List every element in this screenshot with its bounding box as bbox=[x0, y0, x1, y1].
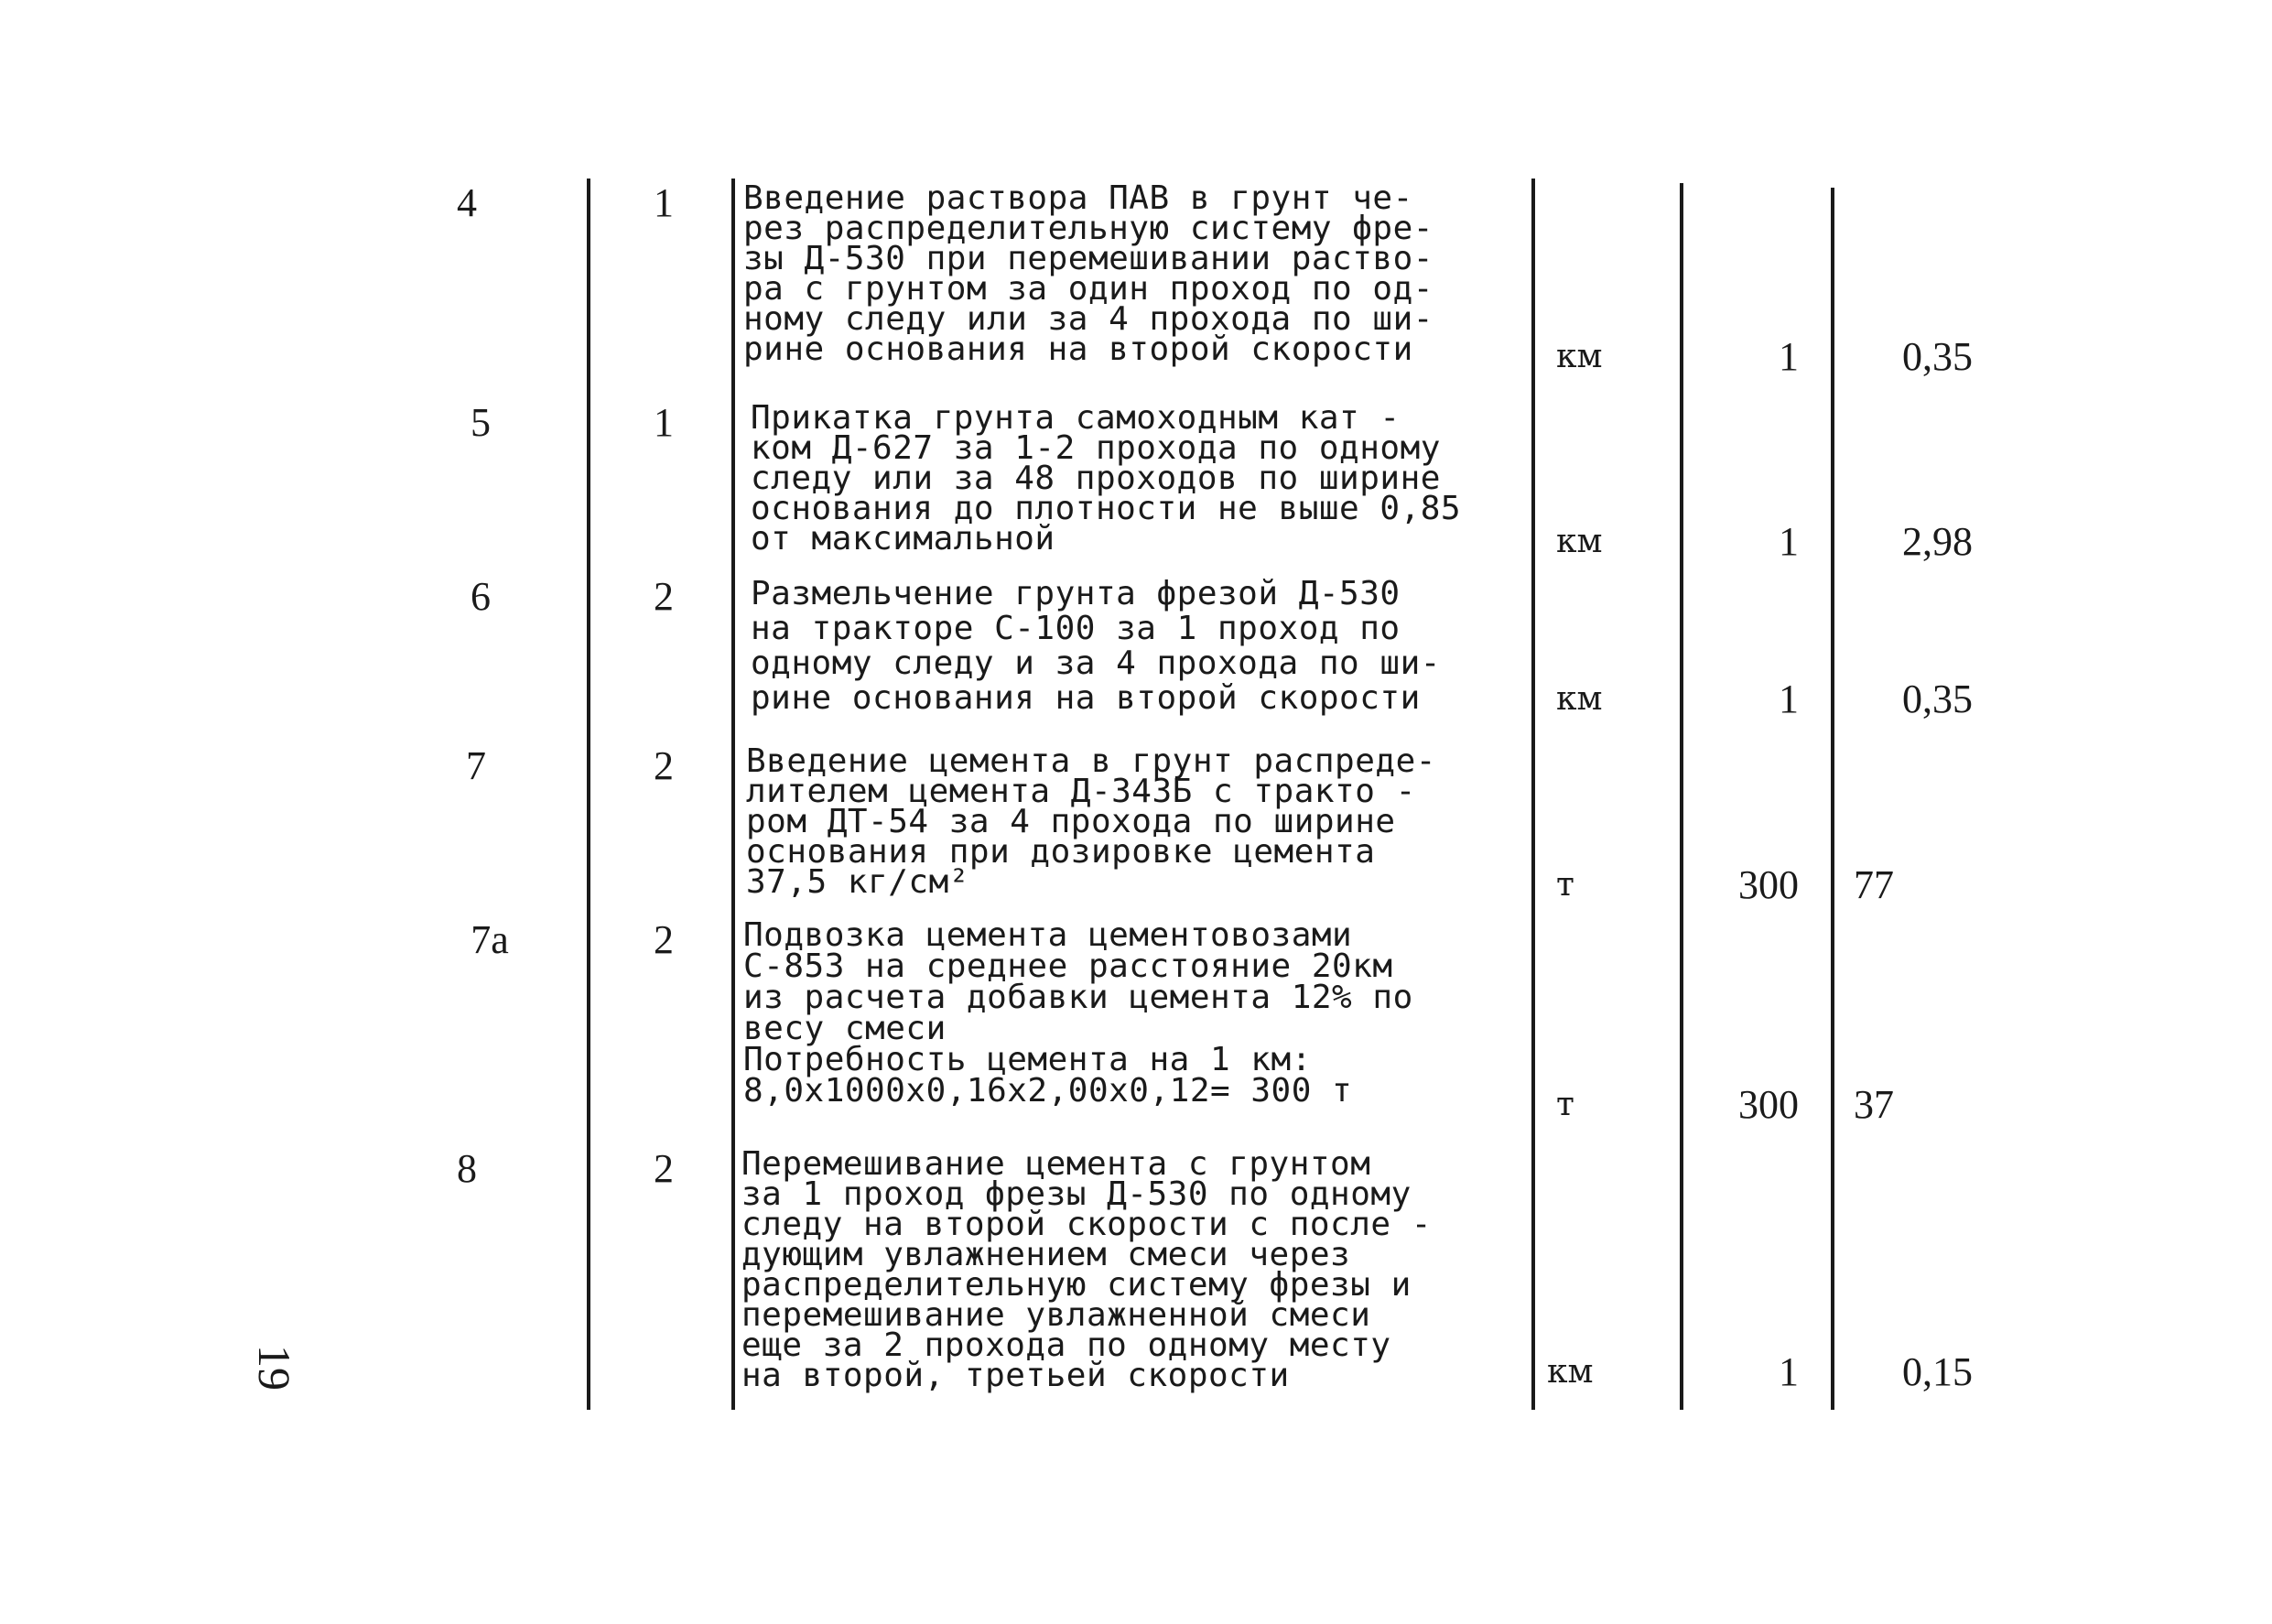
column-divider-5 bbox=[1831, 188, 1834, 1410]
row-unit: км bbox=[1547, 1353, 1594, 1391]
row-description: Подвозка цемента цементовозами С-853 на среднее расстояние 20км из расчета добавки цемента 12% по весу смеси Потребность цемента на 1 км: 8,0х1000х0,16х2,00х0,12= 300 т bbox=[743, 916, 1413, 1110]
row-quantity: 1 bbox=[1779, 1349, 1799, 1394]
row-group: 1 bbox=[654, 400, 674, 445]
column-divider-1 bbox=[587, 179, 590, 1410]
row-value: 2,98 bbox=[1902, 519, 1973, 564]
row-unit: т bbox=[1556, 866, 1574, 904]
row-value: 77 bbox=[1854, 862, 1894, 907]
row-value: 0,35 bbox=[1902, 677, 1973, 721]
row-number: 7а bbox=[471, 917, 509, 962]
row-value: 0,35 bbox=[1902, 334, 1973, 379]
row-description: Размельчение грунта фрезой Д-530 на тракторе С-100 за 1 проход по одному следу и за 4 прохода по ши- рине основания на второй скорости bbox=[751, 575, 1441, 717]
row-number: 4 bbox=[457, 180, 477, 225]
row-group: 2 bbox=[654, 574, 674, 619]
row-unit: км bbox=[1556, 680, 1603, 718]
row-unit: км bbox=[1556, 523, 1603, 560]
row-number: 7 bbox=[466, 743, 486, 788]
row-quantity: 300 bbox=[1738, 1082, 1799, 1127]
row-value: 0,15 bbox=[1902, 1349, 1973, 1394]
row-unit: км bbox=[1556, 338, 1603, 375]
row-quantity: 1 bbox=[1779, 334, 1799, 379]
row-number: 6 bbox=[471, 574, 491, 619]
row-number: 8 bbox=[457, 1146, 477, 1191]
row-quantity: 1 bbox=[1779, 519, 1799, 564]
row-description: Введение раствора ПАВ в грунт че- рез распределительную систему фре- зы Д-530 при перемешивании раство- ра с грунтом за один проход по од- ному следу или за 4 прохода по ши- рине основания на второй скорости bbox=[743, 179, 1434, 368]
row-group: 2 bbox=[654, 743, 674, 788]
column-divider-2 bbox=[731, 179, 735, 1410]
row-group: 2 bbox=[654, 917, 674, 962]
page-number: 19 bbox=[249, 1345, 300, 1391]
column-divider-3 bbox=[1531, 179, 1535, 1410]
row-description: Перемешивание цемента с грунтом за 1 проход фрезы Д-530 по одному следу на второй скорости с после - дующим увлажнением смеси через распределительную систему фрезы и перемешивание увлажненной смеси еще за 2 прохода по одному месту на второй, третьей скорости bbox=[741, 1145, 1432, 1394]
row-description: Прикатка грунта самоходным кат - ком Д-627 за 1-2 прохода по одному следу или за 48 проходов по ширине основания до плотности не выше 0,85 от максимальной bbox=[751, 399, 1462, 558]
row-quantity: 1 bbox=[1779, 677, 1799, 721]
row-value: 37 bbox=[1854, 1082, 1894, 1127]
row-unit: т bbox=[1556, 1086, 1574, 1123]
row-quantity: 300 bbox=[1738, 862, 1799, 907]
row-group: 1 bbox=[654, 180, 674, 225]
row-number: 5 bbox=[471, 400, 491, 445]
row-group: 2 bbox=[654, 1146, 674, 1191]
row-description: Введение цемента в грунт распреде- лителем цемента Д-343Б с тракто - ром ДТ-54 за 4 прохода по ширине основания при дозировке цемента 37,5 кг/см² bbox=[746, 742, 1436, 901]
